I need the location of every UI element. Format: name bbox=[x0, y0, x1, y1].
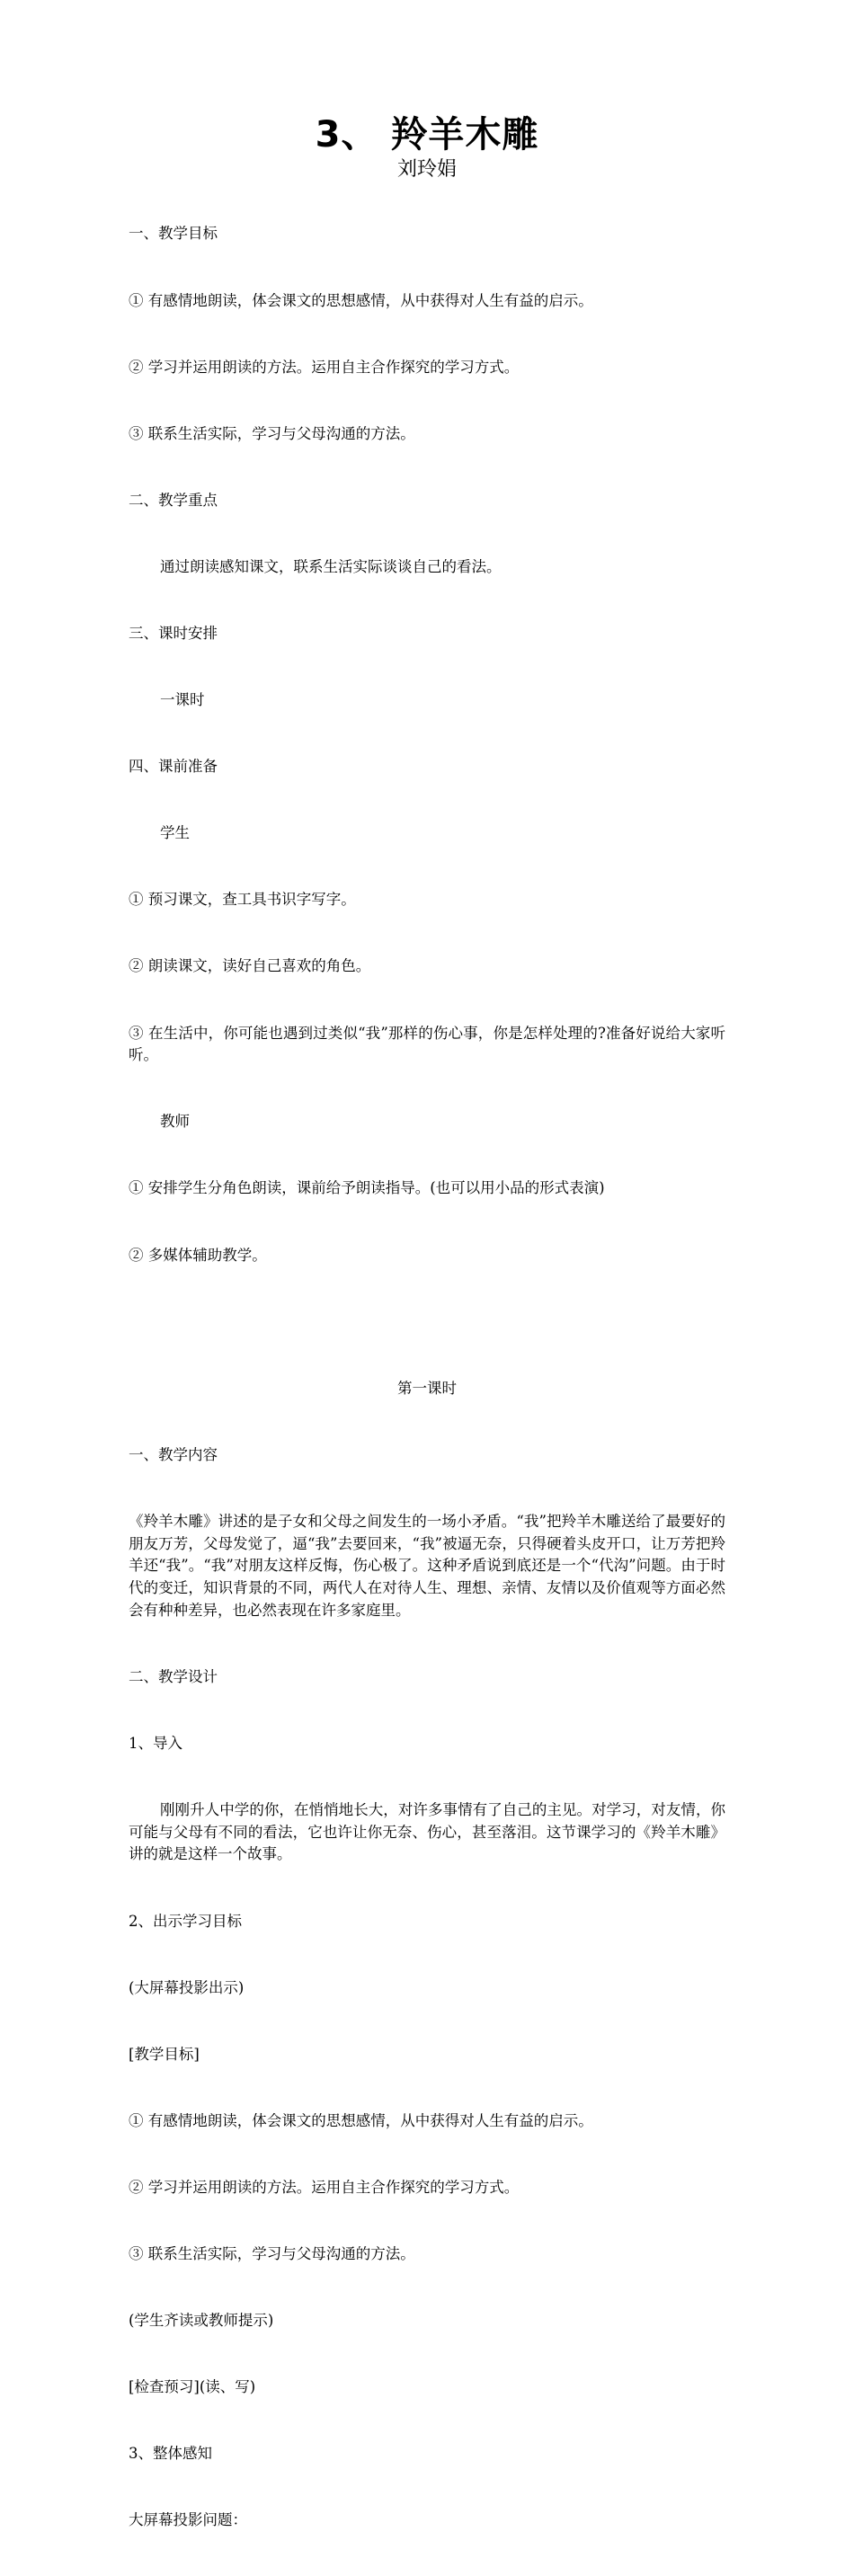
goal-item-2: ② 学习并运用朗读的方法。运用自主合作探究的学习方式。 bbox=[129, 358, 520, 376]
teacher-label: 教师 bbox=[160, 1113, 190, 1131]
step2-goal-3: ③ 联系生活实际，学习与父母沟通的方法。 bbox=[129, 2245, 415, 2262]
design-heading: 二、教学设计 bbox=[129, 1667, 218, 1685]
schedule-heading: 三、课时安排 bbox=[129, 624, 218, 642]
document-title: 3、 羚羊木雕 bbox=[315, 114, 539, 155]
schedule-text: 一课时 bbox=[160, 691, 205, 709]
step2-check: [检查预习](读、写) bbox=[129, 2378, 256, 2396]
focus-heading: 二、教学重点 bbox=[129, 491, 218, 509]
step2-goal-2: ② 学习并运用朗读的方法。运用自主合作探究的学习方式。 bbox=[129, 2178, 520, 2196]
content-text: 《羚羊木雕》讲述的是子女和父母之间发生的一场小矛盾。“我”把羚羊木雕送给了最要好的朋友万芳，父母发觉了，逼“我”去要回来，“我”被逼无奈，只得硬着头皮开口，让万芳把羚羊还“我”。“我”对朋友这样反悔，伤心极了。这种矛盾说到底还是一个“代沟”问题。由于时代的变迁，知识背景的不同，两代人在对待人生、理想、亲情、友情以及价值观等方面必然会有种种差异，也必然表现在许多家庭里。 bbox=[129, 1512, 725, 1619]
teacher-item-1: ① 安排学生分角色朗读，课前给予朗读指导。(也可以用小品的形式表演) bbox=[129, 1179, 605, 1197]
step1-heading: 1、导入 bbox=[129, 1734, 182, 1752]
step2-label: [教学目标] bbox=[129, 2045, 200, 2063]
step1-text: 刚刚升人中学的你，在悄悄地长大，对许多事情有了自己的主见。对学习，对友情，你可能与父母有不同的看法，它也许让你无奈、伤心，甚至落泪。这节课学习的《羚羊木雕》讲的就是这样一个故事。 bbox=[129, 1801, 725, 1863]
step3-heading: 3、整体感知 bbox=[129, 2445, 212, 2463]
step2-goal-1: ① 有感情地朗读，体会课文的思想感情，从中获得对人生有益的启示。 bbox=[129, 2111, 593, 2129]
teacher-item-2: ② 多媒体辅助教学。 bbox=[129, 1246, 267, 1264]
goal-item-1: ① 有感情地朗读，体会课文的思想感情，从中获得对人生有益的启示。 bbox=[129, 291, 593, 309]
step2-heading: 2、出示学习目标 bbox=[129, 1912, 242, 1930]
goal-item-3: ③ 联系生活实际，学习与父母沟通的方法。 bbox=[129, 424, 415, 442]
document-body bbox=[129, 179, 725, 2576]
step2-note: (大屏幕投影出示) bbox=[129, 1978, 245, 1996]
student-label: 学生 bbox=[160, 824, 190, 842]
goals-heading: 一、教学目标 bbox=[129, 225, 218, 243]
student-item-2: ② 朗读课文，读好自己喜欢的角色。 bbox=[129, 957, 371, 975]
blank-line bbox=[129, 1311, 725, 1334]
step2-after: (学生齐读或教师提示) bbox=[129, 2312, 274, 2330]
student-item-1: ① 预习课文，查工具书识字写字。 bbox=[129, 891, 356, 909]
lesson-heading: 第一课时 bbox=[397, 1379, 457, 1397]
prep-heading: 四、课前准备 bbox=[129, 758, 218, 776]
document-author: 刘玲娟 bbox=[396, 158, 457, 181]
focus-text: 通过朗读感知课文，联系生活实际谈谈自己的看法。 bbox=[160, 557, 502, 575]
step3-text: 大屏幕投影问题： bbox=[129, 2511, 247, 2529]
student-item-3: ③ 在生活中，你可能也遇到过类似“我”那样的伤心事，你是怎样处理的?准备好说给大家听听。 bbox=[129, 1024, 725, 1064]
content-heading: 一、教学内容 bbox=[129, 1445, 218, 1463]
